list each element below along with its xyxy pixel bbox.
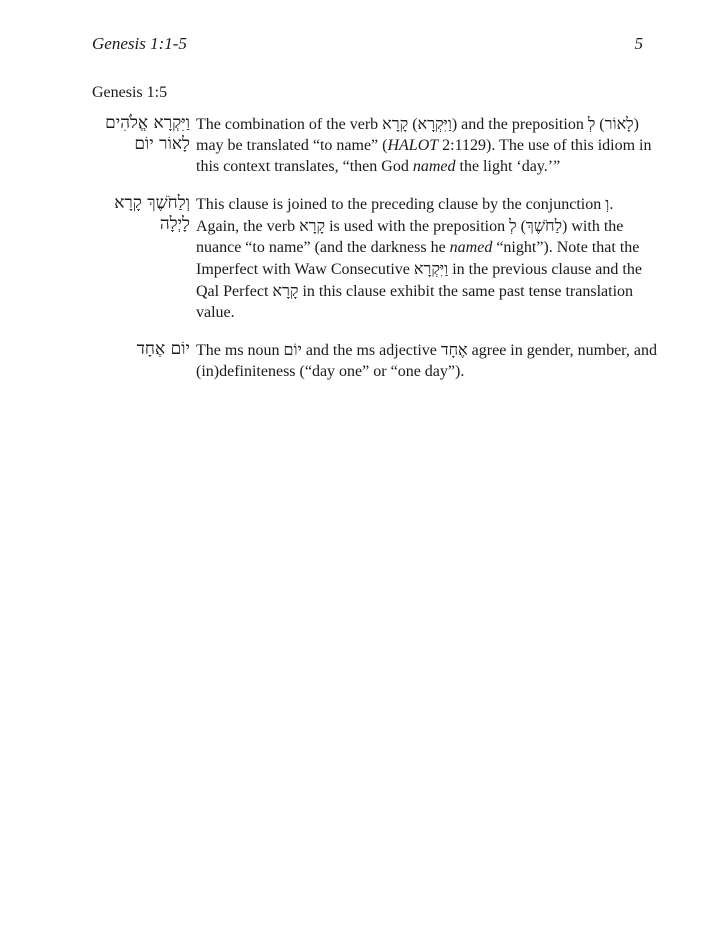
- commentary-entry: [60, 339, 660, 382]
- source-abbreviation: HALOT: [387, 137, 439, 154]
- hebrew-term: לַחֹשֶׁךְ: [525, 216, 563, 235]
- emphasis: named: [412, 158, 456, 175]
- comment-text: ) with the nuance “to name” (and the darkness he: [196, 218, 624, 256]
- hebrew-term: יוֹם: [283, 340, 302, 359]
- comment-text: and the ms adjective: [301, 342, 441, 359]
- comment-text: (: [516, 218, 526, 235]
- hebrew-term: לְ: [509, 216, 517, 235]
- hebrew-term: קָרָא: [299, 216, 326, 235]
- hebrew-term: וְ: [605, 194, 610, 213]
- comment-text: is used with the preposition: [325, 218, 510, 235]
- comment-text: . Again, the verb: [196, 196, 614, 235]
- hebrew-phrase: [60, 193, 196, 235]
- hebrew-line: וַיִּקְרָא אֱלֹהִים: [105, 113, 190, 133]
- commentary-text: [196, 193, 660, 323]
- comment-text: agree in gender, number, and (in)definiteness (“day one” or “one day”).: [196, 342, 657, 380]
- comment-text: The combination of the verb: [196, 116, 383, 133]
- comment-text: The ms noun: [196, 342, 284, 359]
- hebrew-term: וַיִּקְרָא: [417, 114, 452, 133]
- commentary-entries: [60, 113, 660, 398]
- emphasis: named: [449, 239, 493, 256]
- comment-text: 2:1129). The use of this idiom in this context translates, “then God: [196, 137, 652, 175]
- hebrew-term: קָרָא: [382, 114, 409, 133]
- hebrew-term: לָאוֹר: [604, 114, 634, 133]
- commentary-text: [196, 113, 660, 177]
- running-head: [92, 34, 643, 56]
- commentary-entry: [60, 193, 660, 323]
- commentary-entry: [60, 113, 660, 177]
- comment-text: (: [408, 116, 418, 133]
- comment-text: in the previous clause and the Qal Perfect: [196, 261, 642, 300]
- comment-text: This clause is joined to the preceding clause by the conjunction: [196, 196, 606, 213]
- hebrew-line: יוֹם אֶחָד: [136, 339, 190, 359]
- comment-text: (: [595, 116, 605, 133]
- hebrew-phrase: [60, 113, 196, 155]
- comment-text: “night”). Note that the Imperfect with Waw Consecutive: [196, 239, 640, 278]
- page-number: 5: [634, 34, 643, 53]
- hebrew-line: לָיְלָה: [159, 214, 190, 234]
- comment-text: in this clause exhibit the same past tense translation value.: [196, 283, 634, 321]
- section-reference: Genesis 1:5: [92, 84, 168, 101]
- hebrew-term: קָרָא: [272, 281, 299, 300]
- hebrew-term: אֶחָד: [440, 340, 468, 359]
- comment-text: the light ‘day.’”: [455, 158, 561, 175]
- hebrew-line: וְלַחֹשֶׁךְ קָרָא: [114, 193, 190, 213]
- hebrew-line: לָאוֹר יוֹם: [134, 134, 190, 154]
- comment-text: ) may be translated “to name” (: [196, 116, 639, 154]
- comment-text: ) and the preposition: [451, 116, 588, 133]
- running-head-title: Genesis 1:1-5: [92, 34, 187, 53]
- commentary-text: [196, 339, 660, 382]
- hebrew-phrase: [60, 339, 196, 360]
- hebrew-term: וַיִּקְרָא: [413, 259, 449, 278]
- hebrew-term: לְ: [587, 114, 596, 133]
